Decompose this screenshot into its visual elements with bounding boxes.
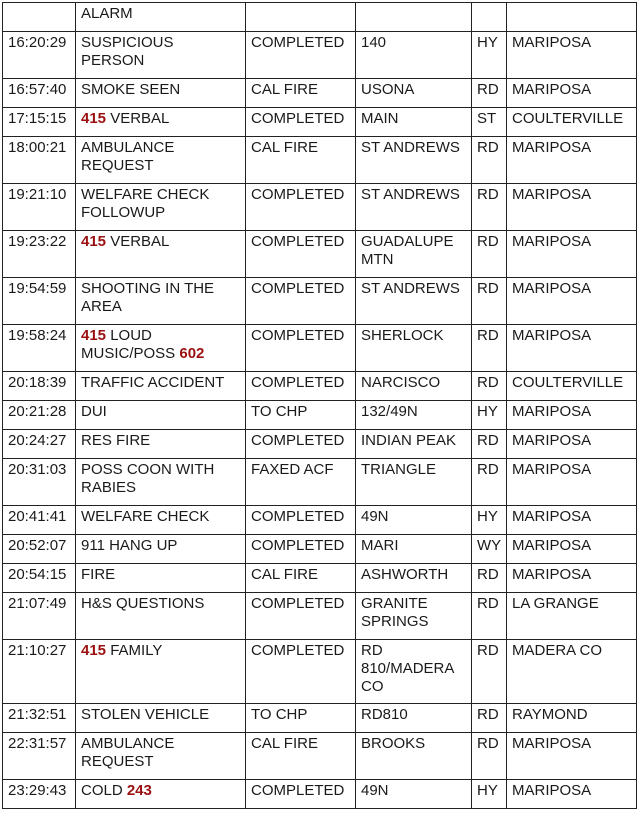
call-text: VERBAL: [106, 233, 170, 250]
city-cell: RAYMOND: [507, 704, 637, 733]
street-cell: 132/49N: [356, 401, 472, 430]
radio-code: 415: [81, 233, 107, 250]
street-suffix-cell: HY: [472, 401, 507, 430]
table-row: [3, 137, 637, 184]
disposition-cell: COMPLETED: [246, 108, 356, 137]
street-cell: USONA: [356, 79, 472, 108]
city-cell: MARIPOSA: [507, 506, 637, 535]
table-row: [3, 704, 637, 733]
street-cell: ST ANDREWS: [356, 137, 472, 184]
city-cell: COULTERVILLE: [507, 108, 637, 137]
table-row: [3, 430, 637, 459]
time-cell: 20:24:27: [3, 430, 76, 459]
call-text: LOUD MUSIC/POSS: [81, 327, 180, 362]
call-text: SUSPICIOUS PERSON: [81, 34, 174, 69]
table-row: [3, 231, 637, 278]
street-cell: 49N: [356, 780, 472, 809]
call-text: VERBAL: [106, 110, 170, 127]
city-cell: MARIPOSA: [507, 137, 637, 184]
time-cell: 20:31:03: [3, 459, 76, 506]
call-type-cell: [76, 231, 246, 278]
city-cell: MARIPOSA: [507, 459, 637, 506]
street-cell: GRANITE SPRINGS: [356, 593, 472, 640]
disposition-cell: COMPLETED: [246, 372, 356, 401]
street-cell: MARI: [356, 535, 472, 564]
city-cell: MARIPOSA: [507, 184, 637, 231]
call-text: WELFARE CHECK: [81, 508, 210, 525]
street-cell: RD 810/MADERA CO: [356, 640, 472, 704]
call-text: H&S QUESTIONS: [81, 595, 205, 612]
city-cell: MARIPOSA: [507, 401, 637, 430]
radio-code: 415: [81, 110, 107, 127]
table-row: [3, 401, 637, 430]
call-text: POSS COON WITH RABIES: [81, 461, 215, 496]
table-row: [3, 108, 637, 137]
disposition-cell: CAL FIRE: [246, 79, 356, 108]
call-text: ALARM: [81, 5, 133, 22]
call-type-cell: [76, 137, 246, 184]
disposition-cell: COMPLETED: [246, 231, 356, 278]
disposition-cell: CAL FIRE: [246, 564, 356, 593]
call-text: FAMILY: [106, 642, 163, 659]
table-row: [3, 3, 637, 32]
street-suffix-cell: HY: [472, 32, 507, 79]
call-text: FIRE: [81, 566, 116, 583]
call-type-cell: [76, 459, 246, 506]
table-row: [3, 593, 637, 640]
street-suffix-cell: RD: [472, 564, 507, 593]
street-suffix-cell: RD: [472, 278, 507, 325]
call-text: SMOKE SEEN: [81, 81, 181, 98]
call-type-cell: [76, 372, 246, 401]
street-suffix-cell: RD: [472, 593, 507, 640]
time-cell: 19:58:24: [3, 325, 76, 372]
call-type-cell: [76, 535, 246, 564]
call-type-cell: [76, 593, 246, 640]
call-type-cell: [76, 780, 246, 809]
street-suffix-cell: HY: [472, 506, 507, 535]
time-cell: 22:31:57: [3, 733, 76, 780]
call-text: RES FIRE: [81, 432, 151, 449]
city-cell: MARIPOSA: [507, 430, 637, 459]
street-suffix-cell: WY: [472, 535, 507, 564]
disposition-cell: FAXED ACF: [246, 459, 356, 506]
street-suffix-cell: RD: [472, 325, 507, 372]
disposition-cell: COMPLETED: [246, 640, 356, 704]
call-text: DUI: [81, 403, 107, 420]
street-cell: ASHWORTH: [356, 564, 472, 593]
street-suffix-cell: RD: [472, 430, 507, 459]
table-row: [3, 32, 637, 79]
time-cell: [3, 3, 76, 32]
time-cell: 21:32:51: [3, 704, 76, 733]
street-cell: 140: [356, 32, 472, 79]
call-text: 911 HANG UP: [81, 537, 178, 554]
time-cell: 21:10:27: [3, 640, 76, 704]
call-text: AMBULANCE REQUEST: [81, 735, 175, 770]
table-row: [3, 184, 637, 231]
time-cell: 19:54:59: [3, 278, 76, 325]
street-cell: TRIANGLE: [356, 459, 472, 506]
table-row: [3, 459, 637, 506]
table-row: [3, 372, 637, 401]
street-suffix-cell: RD: [472, 640, 507, 704]
city-cell: MARIPOSA: [507, 79, 637, 108]
radio-code: 602: [179, 345, 205, 362]
disposition-cell: COMPLETED: [246, 593, 356, 640]
call-text: AMBULANCE REQUEST: [81, 139, 175, 174]
disposition-cell: COMPLETED: [246, 780, 356, 809]
dispatch-log-body: [3, 3, 637, 809]
city-cell: COULTERVILLE: [507, 372, 637, 401]
disposition-cell: TO CHP: [246, 401, 356, 430]
table-row: [3, 535, 637, 564]
street-suffix-cell: HY: [472, 780, 507, 809]
street-suffix-cell: RD: [472, 733, 507, 780]
disposition-cell: [246, 3, 356, 32]
street-suffix-cell: [472, 3, 507, 32]
call-text: STOLEN VEHICLE: [81, 706, 210, 723]
table-row: [3, 564, 637, 593]
call-type-cell: [76, 278, 246, 325]
time-cell: 20:18:39: [3, 372, 76, 401]
street-suffix-cell: RD: [472, 184, 507, 231]
street-suffix-cell: RD: [472, 459, 507, 506]
street-cell: SHERLOCK: [356, 325, 472, 372]
time-cell: 20:54:15: [3, 564, 76, 593]
city-cell: MARIPOSA: [507, 780, 637, 809]
disposition-cell: CAL FIRE: [246, 137, 356, 184]
time-cell: 16:20:29: [3, 32, 76, 79]
radio-code: 415: [81, 642, 107, 659]
city-cell: MARIPOSA: [507, 278, 637, 325]
time-cell: 19:21:10: [3, 184, 76, 231]
call-type-cell: [76, 401, 246, 430]
call-type-cell: [76, 325, 246, 372]
city-cell: MARIPOSA: [507, 733, 637, 780]
disposition-cell: COMPLETED: [246, 278, 356, 325]
street-cell: NARCISCO: [356, 372, 472, 401]
street-suffix-cell: RD: [472, 137, 507, 184]
table-row: [3, 733, 637, 780]
time-cell: 19:23:22: [3, 231, 76, 278]
call-type-cell: [76, 184, 246, 231]
street-suffix-cell: ST: [472, 108, 507, 137]
street-suffix-cell: RD: [472, 704, 507, 733]
call-type-cell: [76, 79, 246, 108]
time-cell: 20:41:41: [3, 506, 76, 535]
disposition-cell: COMPLETED: [246, 325, 356, 372]
call-text: TRAFFIC ACCIDENT: [81, 374, 225, 391]
disposition-cell: COMPLETED: [246, 430, 356, 459]
city-cell: MARIPOSA: [507, 231, 637, 278]
street-cell: 49N: [356, 506, 472, 535]
street-suffix-cell: RD: [472, 372, 507, 401]
city-cell: MARIPOSA: [507, 32, 637, 79]
street-cell: GUADALUPE MTN: [356, 231, 472, 278]
table-row: [3, 640, 637, 704]
table-row: [3, 278, 637, 325]
time-cell: 17:15:15: [3, 108, 76, 137]
call-type-cell: [76, 564, 246, 593]
city-cell: LA GRANGE: [507, 593, 637, 640]
disposition-cell: COMPLETED: [246, 184, 356, 231]
street-cell: BROOKS: [356, 733, 472, 780]
time-cell: 21:07:49: [3, 593, 76, 640]
call-type-cell: [76, 3, 246, 32]
disposition-cell: CAL FIRE: [246, 733, 356, 780]
city-cell: [507, 3, 637, 32]
time-cell: 20:52:07: [3, 535, 76, 564]
call-type-cell: [76, 640, 246, 704]
radio-code: 243: [126, 782, 152, 799]
street-cell: RD810: [356, 704, 472, 733]
street-cell: MAIN: [356, 108, 472, 137]
call-type-cell: [76, 108, 246, 137]
table-row: [3, 780, 637, 809]
disposition-cell: COMPLETED: [246, 32, 356, 79]
street-cell: ST ANDREWS: [356, 184, 472, 231]
city-cell: MARIPOSA: [507, 535, 637, 564]
table-row: [3, 79, 637, 108]
call-type-cell: [76, 430, 246, 459]
time-cell: 18:00:21: [3, 137, 76, 184]
time-cell: 20:21:28: [3, 401, 76, 430]
table-row: [3, 506, 637, 535]
call-text: WELFARE CHECK FOLLOWUP: [81, 186, 210, 221]
street-suffix-cell: RD: [472, 79, 507, 108]
dispatch-log-table: [2, 2, 637, 809]
call-type-cell: [76, 733, 246, 780]
call-type-cell: [76, 506, 246, 535]
city-cell: MARIPOSA: [507, 564, 637, 593]
street-cell: [356, 3, 472, 32]
call-text: COLD: [81, 782, 127, 799]
call-type-cell: [76, 32, 246, 79]
city-cell: MARIPOSA: [507, 325, 637, 372]
disposition-cell: TO CHP: [246, 704, 356, 733]
time-cell: 16:57:40: [3, 79, 76, 108]
call-type-cell: [76, 704, 246, 733]
street-suffix-cell: RD: [472, 231, 507, 278]
radio-code: 415: [81, 327, 107, 344]
street-cell: INDIAN PEAK: [356, 430, 472, 459]
disposition-cell: COMPLETED: [246, 506, 356, 535]
call-text: SHOOTING IN THE AREA: [81, 280, 215, 315]
table-row: [3, 325, 637, 372]
street-cell: ST ANDREWS: [356, 278, 472, 325]
time-cell: 23:29:43: [3, 780, 76, 809]
disposition-cell: COMPLETED: [246, 535, 356, 564]
city-cell: MADERA CO: [507, 640, 637, 704]
